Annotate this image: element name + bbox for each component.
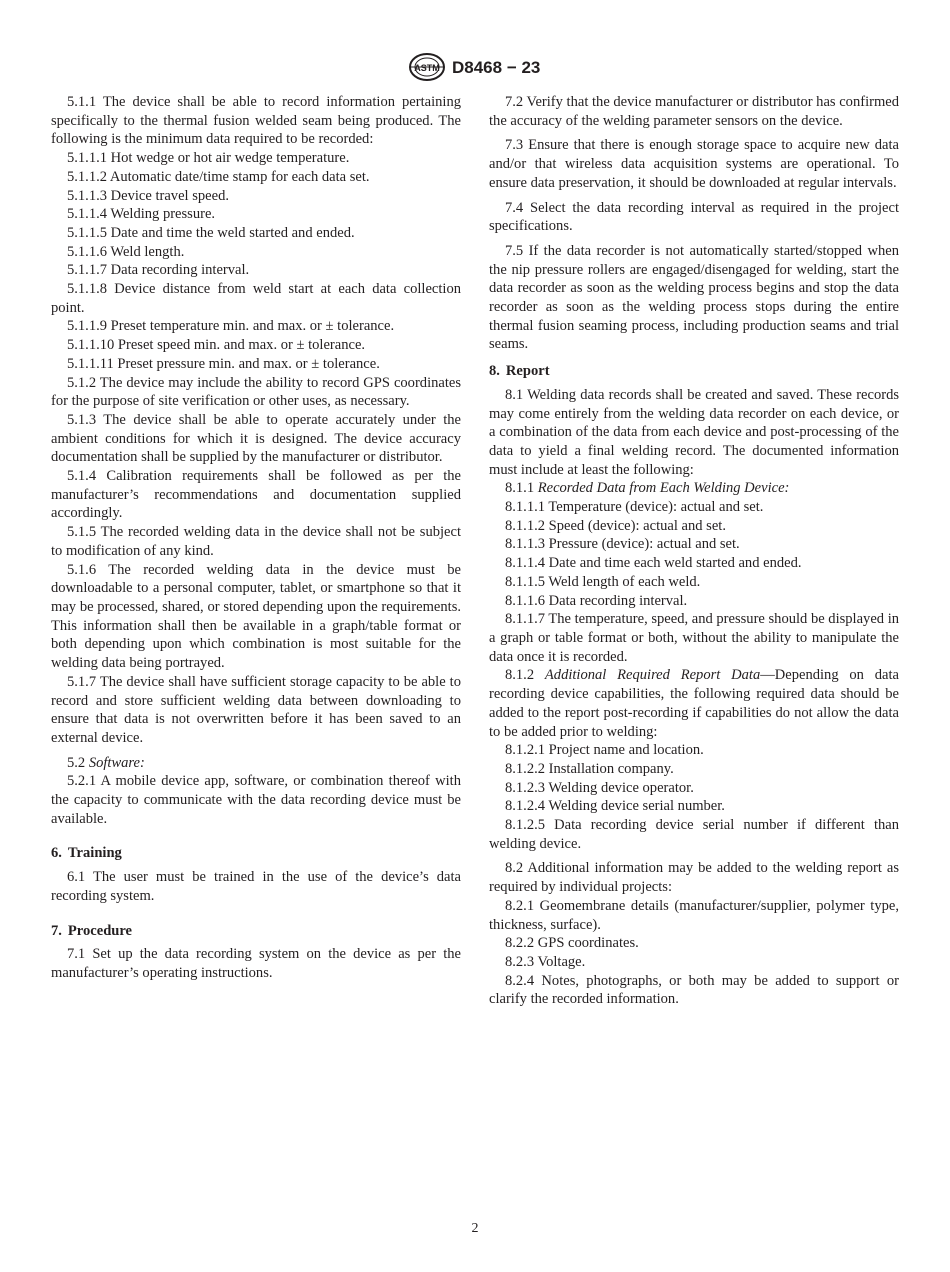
left-column [51, 93, 461, 983]
para-8-1-2-5: 8.1.2.5 Data recording device serial number if different than welding device. [489, 817, 899, 852]
para-6-1: 6.1 The user must be trained in the use of the device’s data recording system. [51, 869, 461, 904]
para-7-4: 7.4 Select the data recording interval as required in the project specifications. [489, 199, 899, 235]
para-8-1-1-title: Recorded Data from Each Welding Device: [537, 480, 790, 497]
para-8-1-2-2: 8.1.2.2 Installation company. [505, 760, 674, 777]
section-8-number: 8. [489, 363, 500, 380]
document-id: D8468 − 23 [452, 58, 541, 77]
para-5-1-1-2: 5.1.1.2 Automatic date/time stamp for each data set. [67, 168, 370, 185]
para-8-2-4: 8.2.4 Notes, photographs, or both may be added to support or clarify the recorded information. [489, 972, 899, 1008]
para-8-1-1-5: 8.1.1.5 Weld length of each weld. [505, 573, 701, 590]
para-5-1-1-4: 5.1.1.4 Welding pressure. [67, 206, 216, 223]
para-8-1-2-1: 8.1.2.1 Project name and location. [505, 742, 704, 759]
section-7-title: Procedure [67, 922, 133, 939]
section-6-number: 6. [51, 845, 62, 862]
para-5-1-2: 5.1.2 The device may include the ability to record GPS coordinates for the purpose of site verification or other uses, as necessary. [51, 374, 461, 410]
para-8-1-2-title: Additional Required Report Data [544, 667, 761, 684]
section-6-heading [51, 844, 461, 863]
para-7-3: 7.3 Ensure that there is enough storage space to acquire new data and/or that wireless data acquisition systems are operational. To ensure data preservation, it should be downloaded at regular intervals. [489, 137, 899, 191]
para-8-2-3: 8.2.3 Voltage. [505, 953, 586, 970]
para-5-1-1-10: 5.1.1.10 Preset speed min. and max. or ± tolerance. [67, 337, 366, 354]
para-8-1-1-number: 8.1.1 [505, 480, 538, 497]
para-8-1-1 [489, 479, 899, 498]
para-5-1-3: 5.1.3 The device shall be able to operate accurately under the ambient conditions for which it is designed. The device accuracy documentation shall be supplied by the manufacturer or distributor. [51, 411, 461, 466]
page-number: 2 [471, 1221, 479, 1236]
para-7-5: 7.5 If the data recorder is not automatically started/stopped when the nip pressure rollers are engaged/disengaged for welding, start the data recorder as soon as the welding process begins and stop the data recorder as soon as the welding process stops during the entire thermal fusion seaming process, including production seams and trial seams. [489, 242, 899, 353]
para-5-1-1-6: 5.1.1.6 Weld length. [67, 243, 185, 260]
para-8-2: 8.2 Additional information may be added to the welding report as required by individual projects: [489, 860, 899, 896]
right-column [489, 93, 899, 1009]
para-5-2 [51, 754, 461, 773]
para-5-1-4: 5.1.4 Calibration requirements shall be followed as per the manufacturer’s recommendations and documentation supplied accordingly. [51, 468, 461, 522]
para-5-1-1-11: 5.1.1.11 Preset pressure min. and max. or ± tolerance. [67, 355, 380, 372]
para-5-1-1-7: 5.1.1.7 Data recording interval. [67, 262, 250, 279]
para-5-2-1: 5.2.1 A mobile device app, software, or combination thereof with the capacity to communicate with the data recording device must be available. [51, 773, 461, 827]
para-8-1-2 [489, 666, 899, 741]
para-8-2-2: 8.2.2 GPS coordinates. [505, 935, 639, 952]
para-8-1-2-body: —Depending on data recording device capabilities, the following required data should be added to the report post-recording if capabilities do not allow the data to be added prior to welding: [489, 667, 899, 740]
section-6-title: Training [67, 845, 122, 862]
para-5-1-6: 5.1.6 The recorded welding data in the device must be downloadable to a personal computer, tablet, or smartphone so that it may be processed, shared, or stored depending upon the requirements. This information shall then be available in a graph/table format or both depending upon which combination is most suitable for the welding data being portrayed. [51, 561, 461, 672]
section-8-title: Report [505, 363, 550, 380]
para-5-1-7: 5.1.7 The device shall have sufficient storage capacity to be able to record and store sufficient welding data between downloading to ensure that data is not overwritten before it has been saved to an external device. [51, 673, 461, 746]
para-8-1-2-3: 8.1.2.3 Welding device operator. [505, 779, 694, 796]
para-5-1-5: 5.1.5 The recorded welding data in the device shall not be subject to modification of any kind. [51, 524, 461, 559]
para-5-1-1: 5.1.1 The device shall be able to record information pertaining specifically to the thermal fusion welded seam being produced. The following is the minimum data required to be recorded: [51, 94, 461, 148]
astm-logo [408, 52, 446, 82]
para-8-2-1: 8.2.1 Geomembrane details (manufacturer/supplier, polymer type, thickness, surface). [489, 897, 899, 933]
para-8-1-1-4: 8.1.1.4 Date and time each weld started and ended. [505, 555, 802, 572]
para-8-1-1-7: 8.1.1.7 The temperature, speed, and pressure should be displayed in a graph or table format or both, without the ability to manipulate the data once it is recorded. [489, 611, 900, 665]
section-7-heading [51, 922, 461, 941]
para-8-1-2-number: 8.1.2 [505, 667, 545, 684]
para-8-1-2-4: 8.1.2.4 Welding device serial number. [505, 798, 725, 815]
para-5-1-1-8: 5.1.1.8 Device distance from weld start at each data collection point. [51, 281, 461, 316]
logo-text: ASTM [414, 63, 440, 73]
para-7-2: 7.2 Verify that the device manufacturer or distributor has confirmed the accuracy of the welding parameter sensors on the device. [489, 94, 899, 129]
para-8-1: 8.1 Welding data records shall be created and saved. These records may come entirely from the welding data recorder on each device, or a combination of the data from each device and post-processing of the data to yield a final welding record. The documented information must include at least the following: [489, 386, 899, 478]
para-5-2-number: 5.2 [67, 754, 89, 771]
para-5-2-title: Software: [88, 754, 145, 771]
section-7-number: 7. [51, 922, 62, 939]
para-8-1-1-6: 8.1.1.6 Data recording interval. [505, 592, 688, 609]
para-8-1-1-3: 8.1.1.3 Pressure (device): actual and set. [505, 536, 740, 553]
para-8-1-1-1: 8.1.1.1 Temperature (device): actual and set. [505, 499, 764, 516]
para-5-1-1-9: 5.1.1.9 Preset temperature min. and max. or ± tolerance. [67, 318, 395, 335]
section-8-heading [489, 362, 899, 381]
para-5-1-1-5: 5.1.1.5 Date and time the weld started and ended. [67, 224, 355, 241]
para-8-1-1-2: 8.1.1.2 Speed (device): actual and set. [505, 517, 726, 534]
para-7-1: 7.1 Set up the data recording system on the device as per the manufacturer’s operating instructions. [51, 946, 461, 981]
para-5-1-1-1: 5.1.1.1 Hot wedge or hot air wedge temperature. [67, 150, 350, 167]
para-5-1-1-3: 5.1.1.3 Device travel speed. [67, 187, 229, 204]
